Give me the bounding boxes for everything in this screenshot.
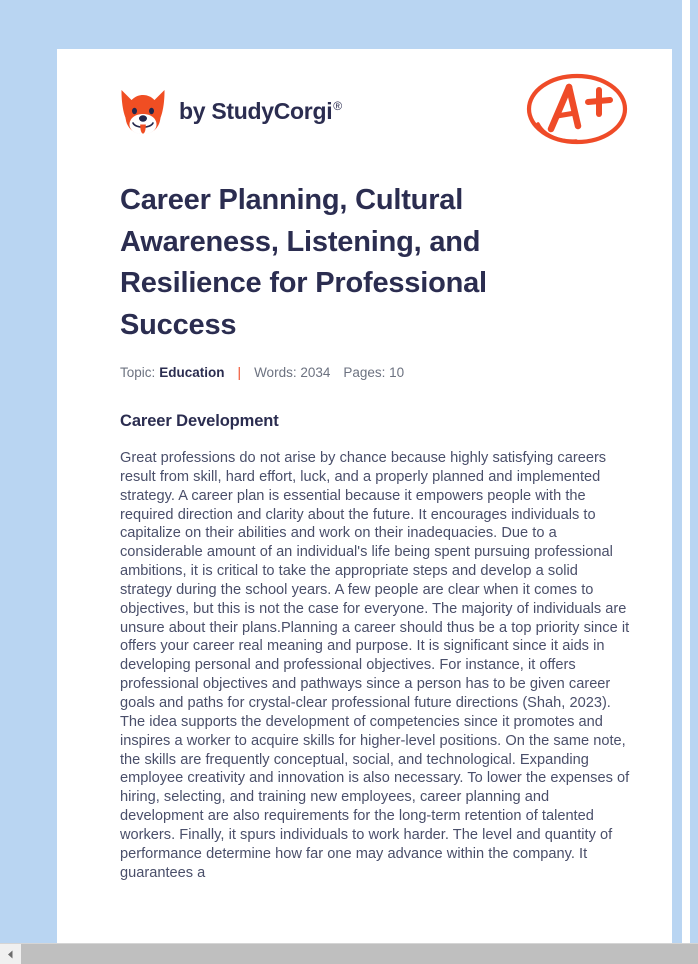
page-title: Career Planning, Cultural Awareness, Listening, and Resilience for Professional Success xyxy=(120,184,487,341)
page-count: Pages: 10 xyxy=(343,365,405,380)
scroll-left-button[interactable] xyxy=(0,944,21,964)
word-count: Words: 2034 xyxy=(254,365,331,380)
document-page xyxy=(57,49,672,943)
brand-prefix: by xyxy=(179,97,212,124)
scrollbar-track[interactable] xyxy=(21,944,698,964)
brand-wordmark xyxy=(179,98,342,125)
scrollbar-thumb[interactable] xyxy=(21,944,698,964)
corgi-logo-icon xyxy=(120,87,166,135)
meta-separator: | xyxy=(237,365,242,380)
topic-value[interactable]: Education xyxy=(159,365,225,380)
section-heading: Career Development xyxy=(120,412,279,430)
registered-trademark-icon: ® xyxy=(333,98,342,113)
page-right-edge xyxy=(682,0,690,943)
chevron-left-icon xyxy=(7,950,14,959)
document-header xyxy=(120,49,630,149)
brand-name: StudyCorgi xyxy=(211,97,333,124)
body-paragraph: Great professions do not arise by chance because highly satisfying careers result from skill, hard effort, luck, and a properly planned and implemented strategy. A career plan is essential because it empowers people with the required direction and clarity about the future. It encourages individuals to capitalize on their abilities and work on their inadequacies. Due to a considerable amount of an individual's life being spent pursuing professional ambitions, it is critical to take the appropriate steps and develop a solid strategy during the school years. A few people are clear when it comes to objectives, but this is not the case for everyone. The majority of individuals are unsure about their plans.Planning a career should thus be a top priority since it offers your career real meaning and purpose. It is significant since it aids in developing personal and professional objectives. For instance, it offers professional objectives and pathways since a person has to be given career goals and paths for crystal-clear professional future directions (Shah, 2023). The idea supports the development of competencies since it promotes and inspires a worker to acquire skills for higher-level positions. On the same note, the skills are frequently conceptual, social, and technological. Expanding employee creativity and innovation is also necessary. To lower the expenses of hiring, selecting, and training new employees, career planning and development are also requirements for the long-term retention of talented workers. Finally, it spurs individuals to work harder. The level and quantity of performance determine how far one may advance within the company. It guarantees a xyxy=(120,450,630,881)
document-meta xyxy=(120,365,630,380)
topic-label: Topic: xyxy=(120,365,156,380)
horizontal-scrollbar[interactable] xyxy=(0,943,698,964)
a-plus-badge-icon xyxy=(524,68,630,154)
studycorgi-brand[interactable] xyxy=(120,87,342,135)
